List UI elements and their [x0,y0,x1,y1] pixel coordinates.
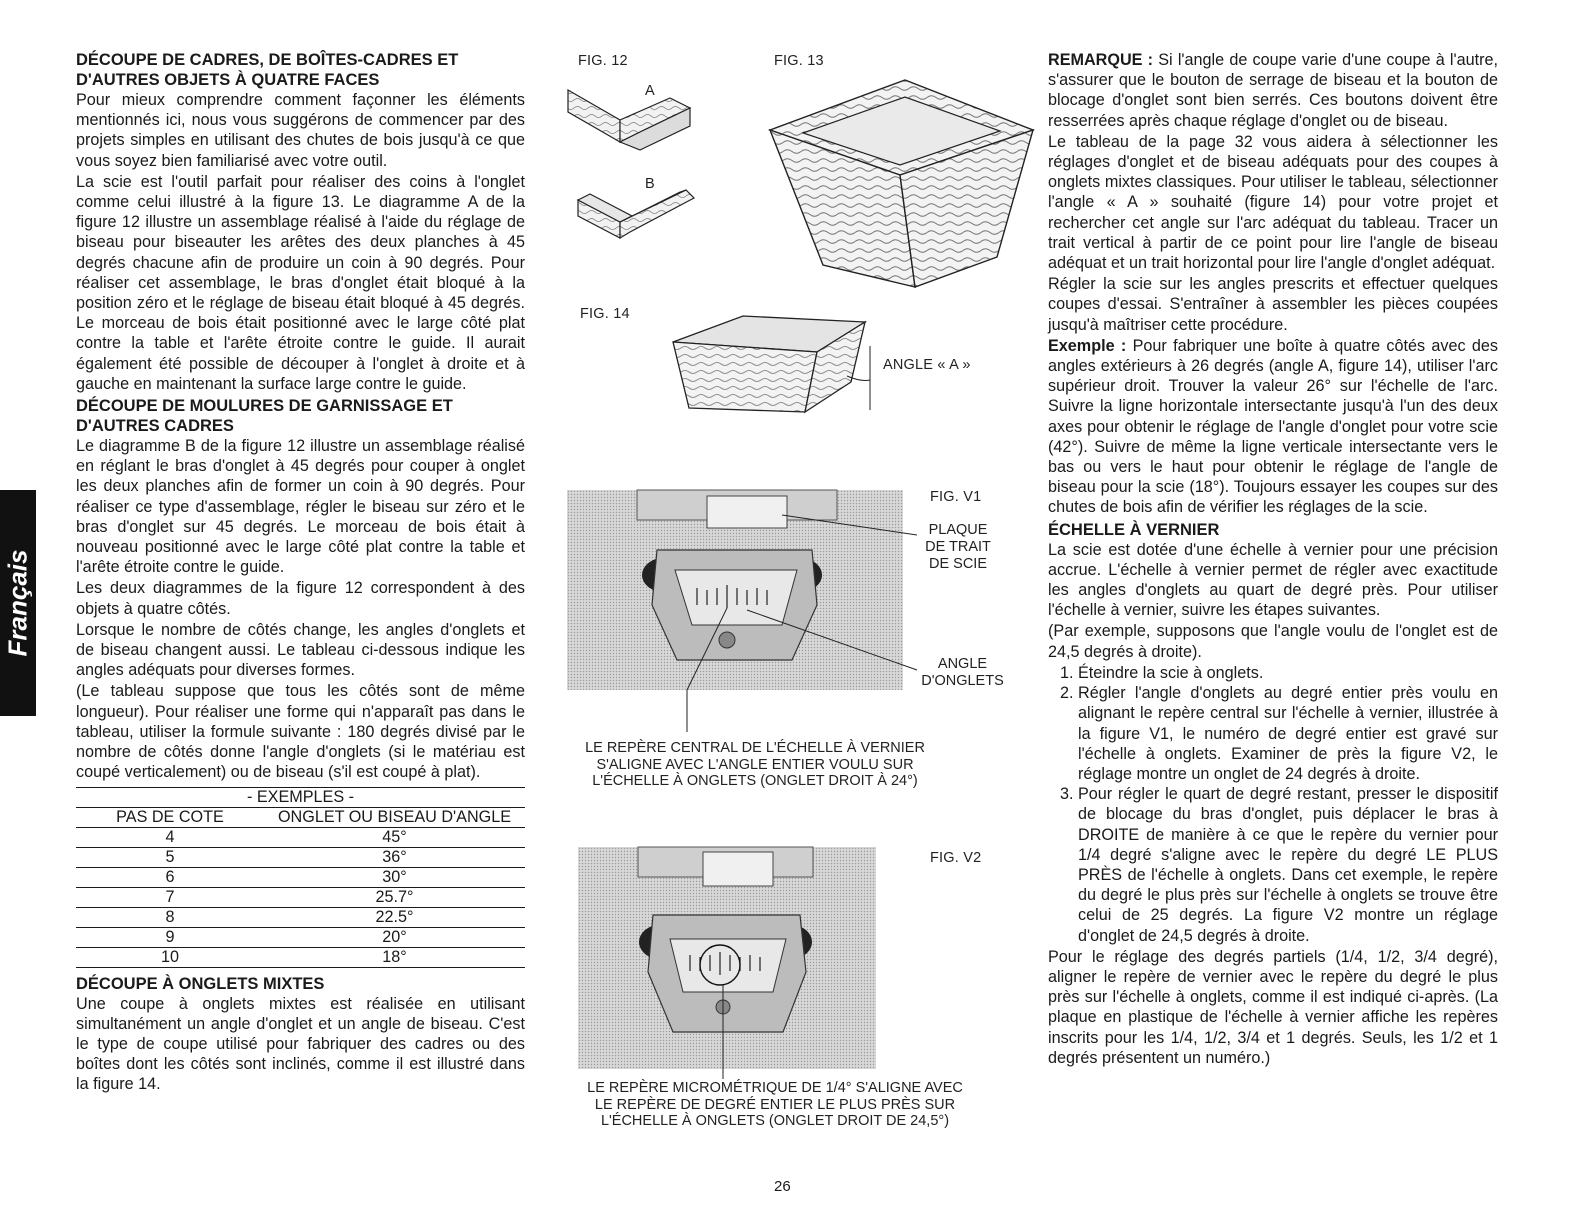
remarque-label: REMARQUE : [1048,51,1154,69]
caption-line: S'ALIGNE AVEC L'ANGLE ENTIER VOULU SUR [596,756,914,773]
fig14-label: FIG. 14 [580,306,630,322]
heading-compound-miter: DÉCOUPE À ONGLETS MIXTES [76,974,325,993]
table-row [76,947,525,967]
paragraph: La scie est dotée d'une échelle à vernier pour une précision accrue. L'échelle à vernier permet de régler avec exactitude les angles d'onglets au quart de degré près. Pour utiliser l'échelle à vernier, suivre les étapes suivantes. [1048,540,1498,620]
fig12-b-label: B [645,176,655,192]
remarque-paragraph [1048,50,1498,131]
table-cell: 22.5° [264,907,525,927]
example-label: Exemple : [1048,336,1127,355]
figv2-leader [721,1069,725,1079]
table-cell: 8 [76,907,264,927]
table-cell: 25.7° [264,887,525,907]
paragraph: Régler la scie sur les angles prescrits et effectuer quelques coupes d'essai. S'entraîner à assembler les pièces coupées jusqu'à maîtriser cette procédure. [1048,275,1498,334]
figv1-caption [560,740,950,790]
fig12-a-label: A [645,83,655,99]
fig12-diagram [560,80,710,250]
paragraph: La scie est l'outil parfait pour réaliser des coins à l'onglet comme celui illustré à la figure 13. Le diagramme A de la figure 12 illustre un assemblage réalisé à l'aide du réglage de biseau pour biseauter les arêtes des deux planches à 45 degrés chacune afin de produire un coin à 90 degrés. Pour réaliser cet assemblage, le bras d'onglet était bloqué à la position zéro et le réglage de biseau était bloqué à 45 degrés. Le morceau de bois était positionné avec le large côté plat contre la table et l'arête étroite contre le guide. Il aurait également été possible de découper à l'onglet à droite et à gauche en maintenant la surface large contre le guide. [76,172,525,393]
remarque-text: Si l'angle de coupe varie d'une coupe à l'autre, s'assurer que le bouton de serrage de biseau et la bouton de blocage d'onglet sont bien serrés. Ces boutons doivent être resserrées après chaque réglage d'onglet ou de biseau. [1048,51,1498,130]
figv1-photo [567,490,903,690]
fig14-diagram [665,312,885,427]
paragraph: Une coupe à onglets mixtes est réalisée en utilisant simultanément un angle d'onglet et un angle de biseau. C'est le type de coupe utilisé pour fabriquer des cadres ou des boîtes dont les côtés sont inclinés, comme il est illustré dans la figure 14. [76,994,525,1094]
example-paragraph [1048,336,1498,518]
annotation-line: D'ONGLETS [921,673,1004,689]
table-cell: 20° [264,927,525,947]
fig13-diagram [765,75,1040,295]
paragraph: Le diagramme B de la figure 12 illustre un assemblage réalisé en réglant le bras d'onglet à 45 degrés pour couper à onglet les deux planches afin de former un coin à 90 degrés. Pour réaliser ce type d'assemblage, régler le biseau sur zéro et le bras d'onglet sur 45 degrés. Le morceau de bois était à nouveau positionné avec le large côté plat contre la table et l'arête étroite contre le guide. [76,437,525,577]
figv2-label: FIG. V2 [930,850,982,866]
table-cell: 36° [264,847,525,867]
table-row [76,827,525,847]
example-text: Pour fabriquer une boîte à quatre côtés avec des angles extérieurs à 26 degrés (angle A, figure 14), utiliser l'arc supérieur droit. Trouver la valeur 26° sur l'échelle de l'arc. Suivre la ligne horizontale intersectante jusqu'à l'un des deux axes pour obtenir le réglage de l'angle d'onglet pour votre scie (42°). Suivre de même la ligne verticale intersectante vers le bas ou vers le haut pour obtenir le réglage de l'angle de biseau pour la scie (18°). Toujours essayer les coupes sur des chutes de bois afin de vérifier les réglages de la scie. [1048,336,1498,517]
annotation-line: ANGLE [937,656,988,672]
left-column [76,50,525,1096]
table-row [76,887,525,907]
page-number: 26 [774,1178,791,1195]
figv1-leader [685,690,689,732]
table-cell: 9 [76,927,264,947]
table-cell: 45° [264,827,525,847]
paragraph: Pour le réglage des degrés partiels (1/4, 1/2, 3/4 degré), aligner le repère de vernier avec le repère du degré le plus près sur l'échelle à onglets, comme il est indiqué ci-après. (La plaque en plastique de l'échelle à vernier affiche les repères inscrits pour les 1/4, 1/2, 3/4 et 1 degrés. Seuls, les 1/2 et 1 degrés présentent un numéro.) [1048,947,1498,1067]
fig14-angle-label: ANGLE « A » [883,357,971,373]
annotation-line: PLAQUE [928,522,988,538]
paragraph: (Le tableau suppose que tous les côtés sont de même longueur). Pour réaliser une forme qui n'apparaît pas dans le tableau, utiliser la formule suivante : 180 degrés divisé par le nombre de côtés donne l'angle d'onglets (si le matériau est coupé verticalement) ou de biseau (s'il est coupé à plat). [76,682,525,782]
table-cell: 7 [76,887,264,907]
heading-vernier: ÉCHELLE À VERNIER [1048,520,1220,539]
table-cell: 10 [76,947,264,967]
table-cell: 30° [264,867,525,887]
heading-frames: DÉCOUPE DE CADRES, DE BOÎTES-CADRES ET D'AUTRES OBJETS À QUATRE FACES [76,51,459,89]
caption-line: LE REPÈRE CENTRAL DE L'ÉCHELLE À VERNIER [585,740,925,756]
language-tab-label: Français [2,549,33,657]
figv1-plaque-label [918,522,998,573]
paragraph: Pour mieux comprendre comment façonner les éléments mentionnés ici, nous vous suggérons de commencer par des projets simples en utilisant des chutes de bois jusqu'à ce que vous soyez bien familiarisé avec votre outil. [76,91,525,170]
table-cell: 5 [76,847,264,867]
table-row [76,867,525,887]
table-header-angle: ONGLET OU BISEAU D'ANGLE [264,807,525,827]
paragraph: (Par exemple, supposons que l'angle voulu de l'onglet est de 24,5 degrés à droite). [1048,622,1498,661]
table-cell: 4 [76,827,264,847]
fig12-label: FIG. 12 [578,53,628,69]
fig13-label: FIG. 13 [774,53,824,69]
list-item: 1. Éteindre la scie à onglets. [1078,663,1498,683]
paragraph: Lorsque le nombre de côtés change, les angles d'onglets et de biseau changent aussi. Le tableau ci-dessous indique les angles adéquats pour diverses formes. [76,620,525,680]
steps-list [1048,663,1498,946]
figv1-label: FIG. V1 [930,489,982,505]
table-row [76,907,525,927]
figv1-angle-label [915,656,1010,690]
caption-line: L'ÉCHELLE À ONGLETS (ONGLET DROIT DE 24,5°) [600,1113,950,1129]
table-row [76,847,525,867]
annotation-line: DE SCIE [928,556,987,572]
paragraph: Les deux diagrammes de la figure 12 correspondent à des objets à quatre côtés. [76,579,525,618]
list-item: 2. Régler l'angle d'onglets au degré entier près voulu en alignant le repère central sur l'échelle à vernier, illustrée à la figure V1, le numéro de degré entier est gravé sur l'échelle à onglets. Examiner de près la figure V2, le réglage montre un onglet de 24 degrés à droite. [1078,683,1498,784]
paragraph: Le tableau de la page 32 vous aidera à sélectionner les réglages d'onglet et de biseau adéquats pour des coupes à onglets mixtes classiques. Pour utiliser le tableau, sélectionner l'angle « A » souhaité (figure 14) pour votre projet et rechercher cet angle sur l'arc adéquat du tableau. Tracer un trait vertical à partir de ce point pour lire l'angle de biseau adéquat et un trait horizontal pour lire l'angle d'onglet adéquat. [1048,132,1498,273]
list-item: 3. Pour régler le quart de degré restant, presser le dispositif de blocage du bras d'onglet, puis déplacer le bras à DROITE de manière à ce que le repère du vernier pour 1/4 degré s'aligne avec le repère du degré LE PLUS PRÈS de l'échelle à onglets. Dans cet exemple, le repère du degré le plus près sur l'échelle à onglets se trouve être celui de 25 degrés. La figure V2 montre un réglage d'onglet de 24,5 degrés à droite. [1078,784,1498,946]
right-column [1048,50,1498,1069]
table-cell: 6 [76,867,264,887]
table-header-sides: PAS DE COTE [76,807,264,827]
caption-line: L'ÉCHELLE À ONGLETS (ONGLET DROIT À 24°) [592,773,918,789]
caption-line: LE REPÈRE MICROMÉTRIQUE DE 1/4° S'ALIGNE AVEC [587,1080,963,1096]
examples-table [76,787,525,968]
language-tab [0,490,36,716]
table-title: - EXEMPLES - [76,787,525,807]
annotation-line: DE TRAIT [925,539,991,555]
table-row [76,927,525,947]
caption-line: LE REPÈRE DE DEGRÉ ENTIER LE PLUS PRÈS SUR [594,1096,956,1113]
figv2-photo [578,847,876,1069]
figv2-caption [560,1080,990,1130]
table-cell: 18° [264,947,525,967]
heading-trim-moldings: DÉCOUPE DE MOULURES DE GARNISSAGE ET D'AUTRES CADRES [76,397,453,436]
